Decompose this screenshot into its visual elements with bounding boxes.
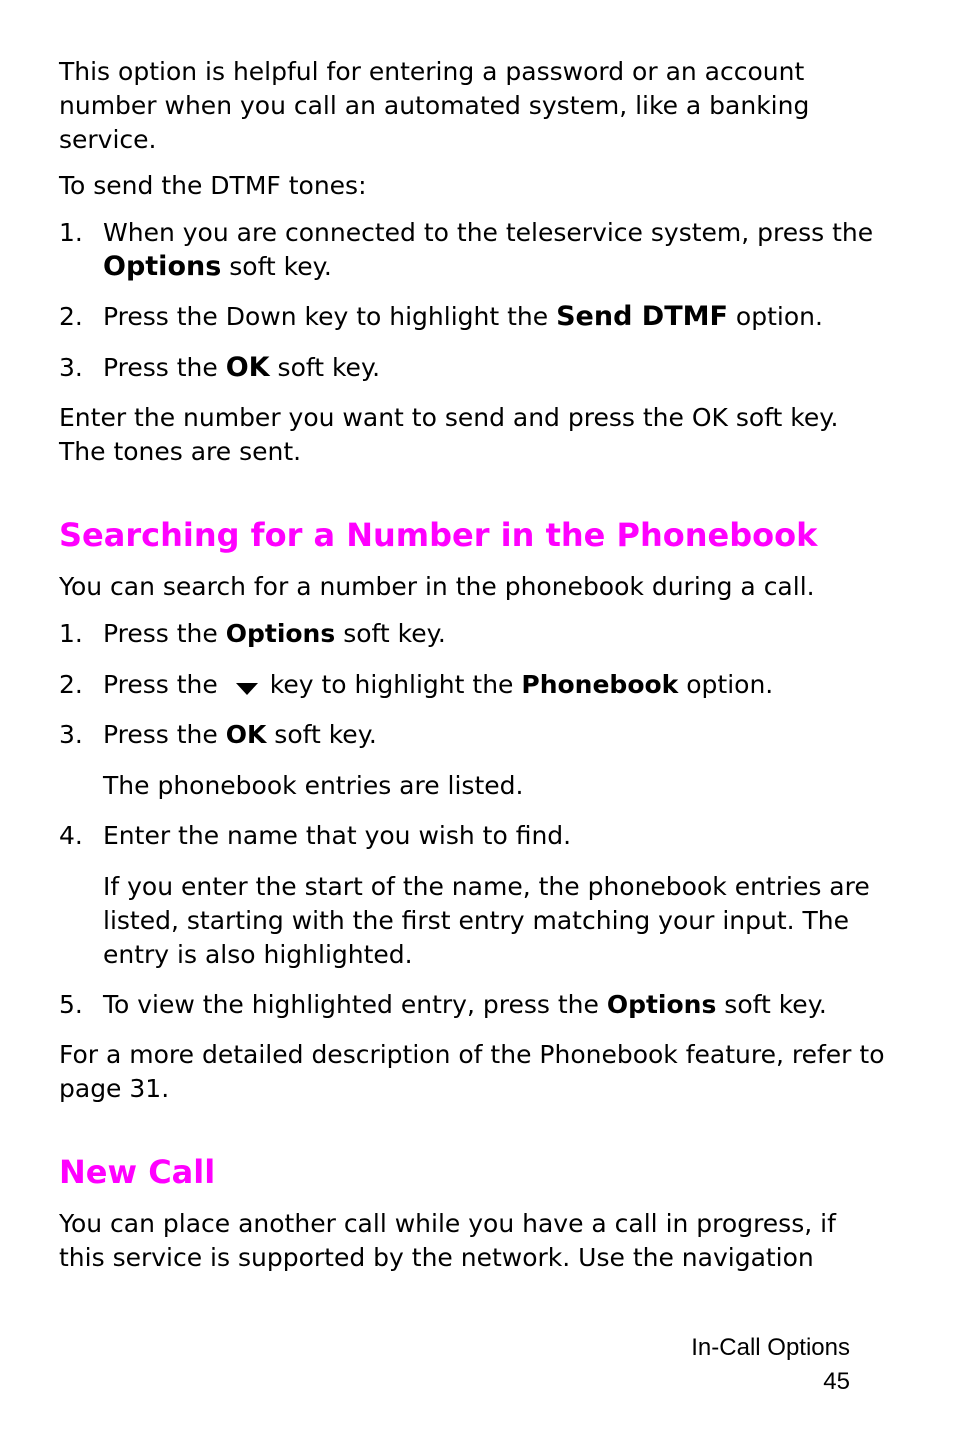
search-step-4: 4. Enter the name that you wish to find. — [59, 821, 572, 850]
send-dtmf-key: Send DTMF — [556, 301, 728, 332]
section-heading-search: Searching for a Number in the Phonebook — [59, 516, 818, 554]
phonebook-key: Phonebook — [521, 670, 679, 699]
search-step-4-note: If you enter the start of the name, the phonebook entries are listed, starting with the first entry matching your input. The entry is also highlighted. — [103, 872, 870, 969]
dtmf-step-3: 3. Press the OK soft key. — [59, 352, 381, 383]
dtmf-step-1: 1. When you are connected to the teleservice system, press the Options soft key. — [59, 218, 874, 282]
search-step-1: 1. Press the Options soft key. — [59, 619, 446, 648]
section-heading-new-call: New Call — [59, 1153, 216, 1191]
dtmf-outro: Enter the number you want to send and press the OK soft key. The tones are sent. — [59, 403, 839, 466]
intro-paragraph: This option is helpful for entering a password or an account number when you call an automated system, like a banking service. — [59, 57, 810, 154]
page-number: 45 — [823, 1368, 850, 1395]
ok-key: OK — [225, 720, 267, 749]
options-key: Options — [606, 990, 717, 1019]
search-intro: You can search for a number in the phonebook during a call. — [59, 572, 815, 601]
down-arrow-icon — [236, 683, 258, 695]
search-step-2: 2. Press the key to highlight the Phonebook option. — [59, 670, 774, 699]
search-step-3: 3. Press the OK soft key. — [59, 720, 377, 749]
options-key: Options — [103, 251, 222, 282]
options-key: Options — [225, 619, 336, 648]
search-outro: For a more detailed description of the Phonebook feature, refer to page 31. — [59, 1040, 885, 1103]
intro-lead: To send the DTMF tones: — [59, 171, 367, 200]
ok-key: OK — [225, 352, 270, 383]
new-call-intro: You can place another call while you have a call in progress, if this service is supported by the network. Use the navigation — [59, 1209, 836, 1272]
dtmf-step-2: 2. Press the Down key to highlight the Send DTMF option. — [59, 301, 823, 332]
search-step-5: 5. To view the highlighted entry, press the Options soft key. — [59, 990, 827, 1019]
search-step-3-note: The phonebook entries are listed. — [103, 771, 524, 800]
footer-section-title: In-Call Options — [691, 1334, 850, 1361]
